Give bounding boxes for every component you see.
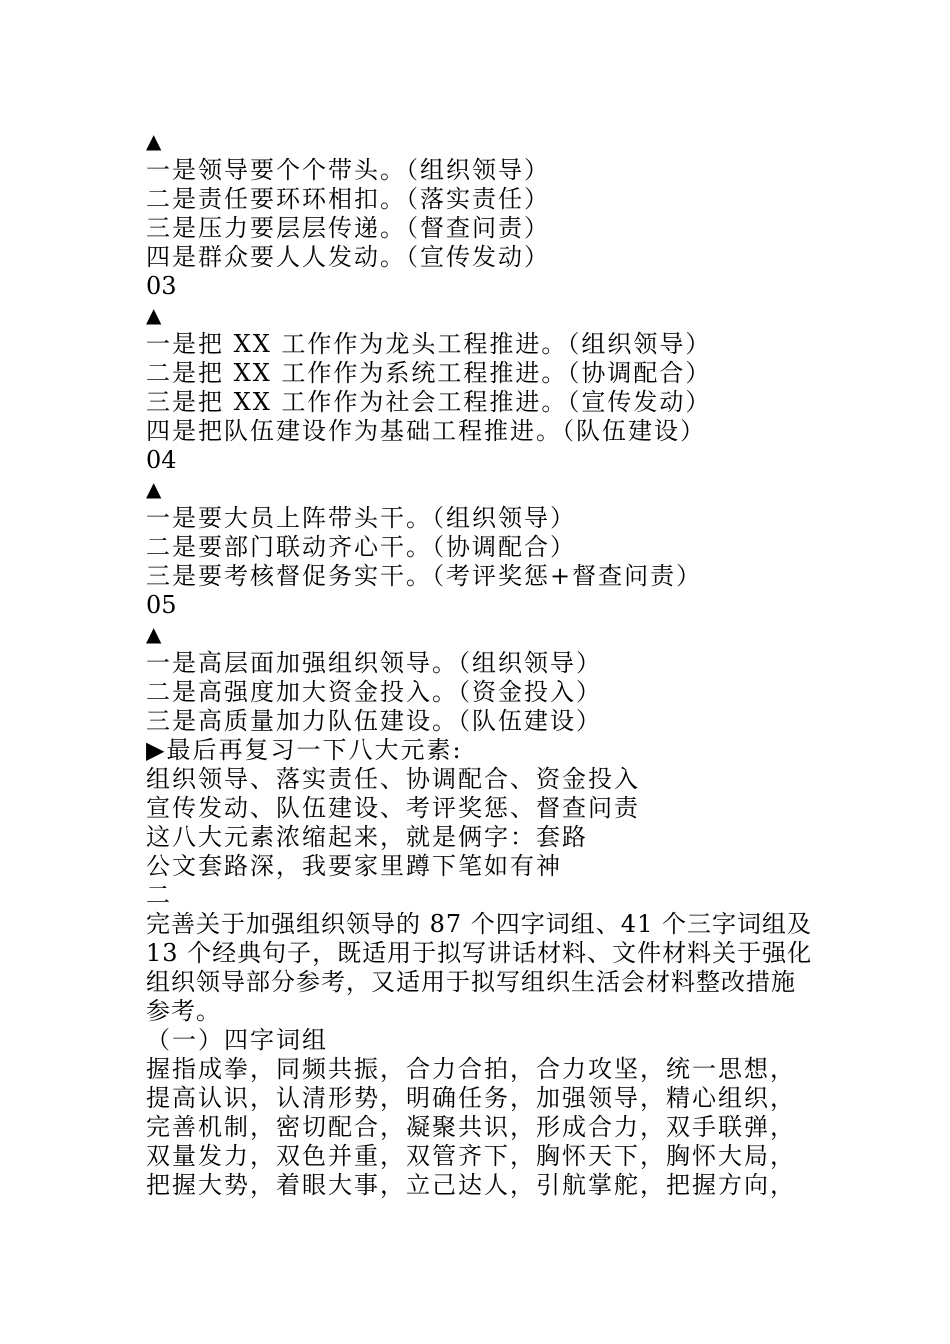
text-line: 一是要大员上阵带头干。（组织领导）	[146, 504, 576, 532]
phrase-line: 握指成拳，同频共振，合力合拍，合力攻坚，统一思想，	[146, 1055, 796, 1083]
text-line: 这八大元素浓缩起来，就是俩字：套路	[146, 823, 588, 851]
triangle-marker-icon: ▲	[146, 477, 162, 501]
intro-paragraph: 完善关于加强组织领导的 87 个四字词组、41 个三字词组及 13 个经典句子，既适用于拟写讲话材料、文件材料关于强化组织领导部分参考，又适用于拟写组织生活会材料整改措施参考。	[146, 910, 813, 1025]
part-number: 二	[146, 881, 170, 909]
phrase-line: 完善机制，密切配合，凝聚共识，形成合力，双手联弹，	[146, 1113, 796, 1141]
subheading: （一）四字词组	[146, 1026, 328, 1054]
triangle-marker-icon: ▲	[146, 129, 162, 153]
text-line: 三是压力要层层传递。（督查问责）	[146, 214, 550, 242]
text-line: 一是领导要个个带头。（组织领导）	[146, 156, 550, 184]
review-heading: ▶最后再复习一下八大元素:	[146, 736, 463, 764]
text-line: 三是把 XX 工作作为社会工程推进。（宣传发动）	[146, 388, 712, 416]
text-line: 宣传发动、队伍建设、考评奖惩、督查问责	[146, 794, 640, 822]
text-line: 一是高层面加强组织领导。（组织领导）	[146, 649, 602, 677]
text-line: 二是要部门联动齐心干。（协调配合）	[146, 533, 576, 561]
triangle-marker-icon: ▲	[146, 622, 162, 646]
text-line: 二是把 XX 工作作为系统工程推进。（协调配合）	[146, 359, 712, 387]
section-number: 03	[146, 272, 177, 300]
section-number: 05	[146, 591, 177, 619]
phrase-line: 把握大势，着眼大事，立己达人，引航掌舵，把握方向，	[146, 1171, 796, 1199]
text-line: 组织领导、落实责任、协调配合、资金投入	[146, 765, 640, 793]
text-line: 一是把 XX 工作作为龙头工程推进。（组织领导）	[146, 330, 712, 358]
triangle-marker-icon: ▲	[146, 303, 162, 327]
phrase-line: 提高认识，认清形势，明确任务，加强领导，精心组织，	[146, 1084, 796, 1112]
text-line: 公文套路深，我要家里蹲下笔如有神	[146, 852, 562, 880]
text-line: 二是责任要环环相扣。（落实责任）	[146, 185, 550, 213]
phrase-line: 双量发力，双色并重，双管齐下，胸怀天下，胸怀大局，	[146, 1142, 796, 1170]
document-body	[146, 127, 816, 1200]
text-line: 四是把队伍建设作为基础工程推进。（队伍建设）	[146, 417, 706, 445]
text-line: 三是高质量加力队伍建设。（队伍建设）	[146, 707, 602, 735]
text-line: 二是高强度加大资金投入。（资金投入）	[146, 678, 602, 706]
text-line: 四是群众要人人发动。（宣传发动）	[146, 243, 550, 271]
section-number: 04	[146, 446, 177, 474]
text-line: 三是要考核督促务实干。（考评奖惩+督查问责）	[146, 562, 703, 590]
